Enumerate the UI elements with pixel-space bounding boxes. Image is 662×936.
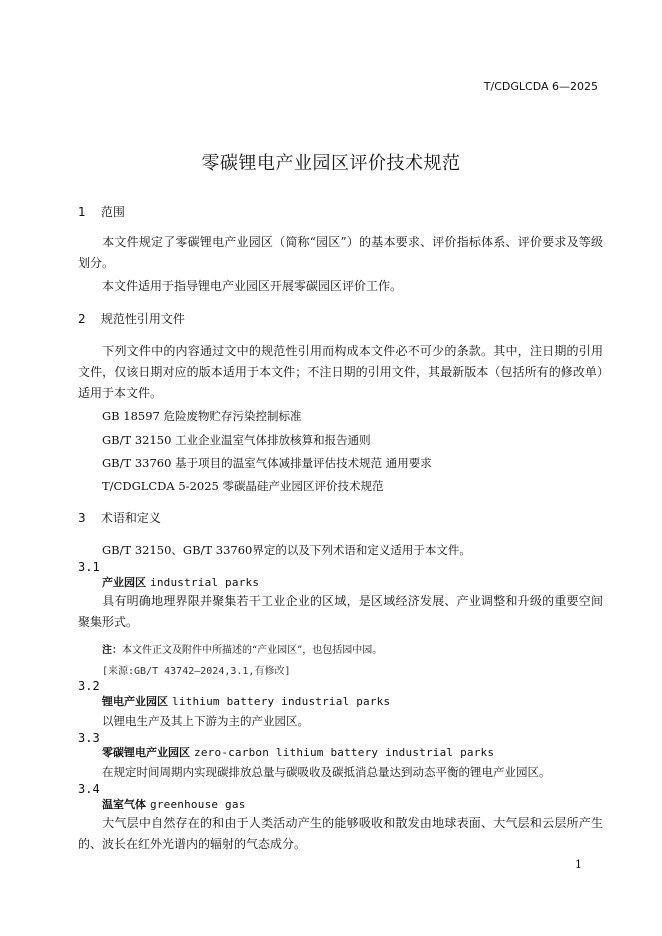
section-number: 3: [78, 511, 86, 525]
section-title: 范围: [100, 205, 125, 219]
section-title: 规范性引用文件: [100, 312, 185, 326]
section-2-heading: [78, 310, 185, 327]
reference-item: T/CDGLCDA 5-2025 零碳晶硅产业园区评价技术规范: [102, 479, 384, 493]
term-english: lithium battery industrial parks: [172, 695, 391, 708]
note-text: 本文件正文及附件中所描述的“产业园区”，也包括园中园。: [122, 645, 383, 656]
term-chinese: 锂电产业园区: [102, 695, 168, 708]
note-label: 注：: [102, 645, 122, 656]
section-number: 2: [78, 312, 86, 326]
paragraph-text: 本文件适用于指导锂电产业园区开展零碳园区评价工作。: [102, 279, 403, 293]
paragraph-text: 本文件规定了零碳锂电产业园区（简称“园区”）的基本要求、评价指标体系、评价要求及等级划分。: [78, 235, 603, 270]
term-chinese: 温室气体: [102, 798, 146, 811]
page-title: 零碳锂电产业园区评价技术规范: [201, 153, 461, 174]
reference-item: GB/T 32150 工业企业温室气体排放核算和报告通则: [102, 433, 371, 447]
section-number: 1: [78, 205, 86, 219]
reference-item: GB 18597 危险废物贮存污染控制标准: [102, 409, 302, 423]
definition-text: 大气层中自然存在的和由于人类活动产生的能够吸收和散发由地球表面、大气层和云层所产生的、波长在红外光谱内的辐射的气态成分。: [78, 816, 603, 851]
reference-item: GB/T 33760 基于项目的温室气体减排量评估技术规范 通用要求: [102, 456, 432, 470]
paragraph-text: 下列文件中的内容通过文中的规范性引用而构成本文件必不可少的条款。其中，注日期的引用文件，仅该日期对应的版本适用于本文件；不注日期的引用文件，其最新版本（包括所有的修改单）适用于本文件。: [78, 344, 603, 400]
term-heading: [102, 693, 390, 709]
section-2-paragraph-1: [78, 341, 603, 404]
section-3-intro: GB/T 32150、GB/T 33760界定的以及下列术语和定义适用于本文件。: [102, 543, 471, 557]
term-heading: [102, 796, 246, 812]
term-definition: [78, 813, 603, 855]
term-number: 3.4: [78, 782, 100, 796]
term-definition: [78, 591, 603, 633]
section-title: 术语和定义: [100, 511, 161, 525]
term-note: [102, 641, 382, 656]
definition-text: 具有明确地理界限并聚集若干工业企业的区域，是区域经济发展、产业调整和升级的重要空间聚集形式。: [78, 594, 603, 629]
term-number: 3.2: [78, 679, 100, 693]
term-definition: 在规定时间周期内实现碳排放总量与碳吸收及碳抵消总量达到动态平衡的锂电产业园区。: [102, 765, 551, 779]
section-1-paragraph-2: [78, 276, 603, 297]
page-number: 1: [575, 858, 582, 871]
term-heading: [102, 744, 494, 760]
term-english: greenhouse gas: [150, 798, 246, 811]
document-code-header: T/CDGLCDA 6—2025: [483, 80, 598, 93]
term-definition: 以锂电生产及其上下游为主的产业园区。: [102, 714, 309, 728]
term-source: [来源:GB/T 43742—2024,3.1,有修改]: [102, 666, 291, 677]
term-chinese: 产业园区: [102, 576, 146, 589]
section-3-heading: [78, 509, 161, 526]
section-1-paragraph-1: [78, 232, 603, 274]
section-1-heading: [78, 203, 125, 220]
term-english: industrial parks: [150, 576, 260, 589]
term-number: 3.3: [78, 731, 100, 745]
term-heading: [102, 574, 259, 590]
term-english: zero-carbon lithium battery industrial parks: [194, 746, 495, 759]
term-number: 3.1: [78, 560, 100, 574]
term-chinese: 零碳锂电产业园区: [102, 746, 190, 759]
